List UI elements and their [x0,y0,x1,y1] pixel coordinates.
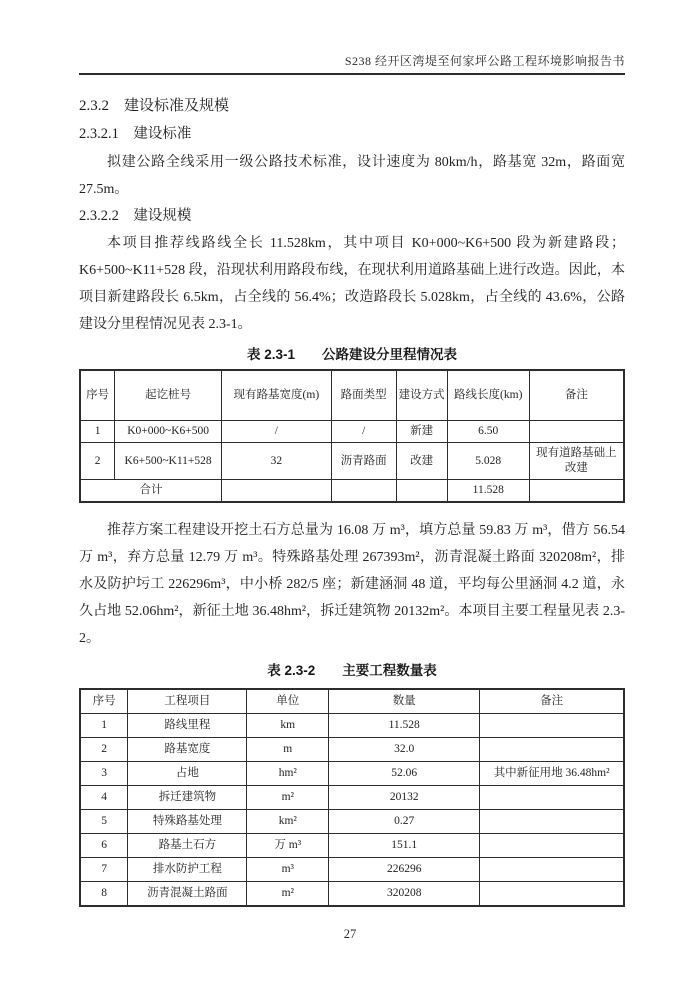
table-total-label: 合计 [80,480,221,503]
table-cell: 占地 [128,762,247,786]
table-cell: 320208 [329,882,480,907]
table-cell: 沥青路面 [331,443,396,480]
table-header-cell: 数量 [329,689,480,714]
table-cell: 特殊路基处理 [128,810,247,834]
table-cell: m² [247,786,329,810]
table-cell: 5 [80,810,128,834]
table-cell: 1 [80,714,128,738]
table-header-cell: 路线长度(km) [447,370,529,421]
table-cell: 2 [80,443,115,480]
table-cell [480,714,624,738]
table-row [80,714,624,738]
table2-caption: 表 2.3-2 主要工程数量表 [267,663,437,678]
table-total-value: 11.528 [447,480,529,503]
table-header-cell: 起讫桩号 [115,370,222,421]
table-header-cell: 备注 [480,689,624,714]
table-row [80,882,624,907]
heading-2-3-2: 2.3.2 建设标准及规模 [79,98,230,114]
table-cell: 6 [80,834,128,858]
table-total-row [80,480,624,503]
table-cell: m [247,738,329,762]
table-cell [480,858,624,882]
table-cell: 20132 [329,786,480,810]
table-cell: / [331,421,396,443]
quantities-table [79,688,625,907]
table-cell: 52.06 [329,762,480,786]
table-cell: km [247,714,329,738]
table-cell: 路线里程 [128,714,247,738]
paragraph-construction-scale: 本项目推荐线路线全长 11.528km，其中项目 K0+000~K6+500 段为新建路段；K6+500~K11+528 段，沿现状利用路段布线，在现状利用道路基础上进行改造。因此，本项目新建路段长 6.5km，占全线的 56.4%；改造路段长 5.028km，占全线的 43.6%，公路建设分里程情况见表 2.3-1。 [79,236,625,332]
mileage-table [79,369,625,503]
table-row [80,762,624,786]
table-cell: 新建 [396,421,447,443]
table-header-cell: 序号 [80,370,115,421]
table-cell [529,421,624,443]
table-cell: 路基土石方 [128,834,247,858]
table-header-cell: 路面类型 [331,370,396,421]
table-cell: 1 [80,421,115,443]
table-cell: 3 [80,762,128,786]
table-cell: 沥青混凝土路面 [128,882,247,907]
table-cell: 4 [80,786,128,810]
table-cell: hm² [247,762,329,786]
table-row [80,443,624,480]
table-header-cell: 备注 [529,370,624,421]
table-cell: 2 [80,738,128,762]
table-cell: 拆迁建筑物 [128,786,247,810]
table-header-cell: 建设方式 [396,370,447,421]
table-cell [480,810,624,834]
table-cell [396,480,447,503]
table-cell [529,480,624,503]
heading-2-3-2-1: 2.3.2.1 建设标准 [79,126,192,142]
table-cell [480,834,624,858]
table-cell: K0+000~K6+500 [115,421,222,443]
table-row [80,810,624,834]
table-cell [480,738,624,762]
table-row [80,738,624,762]
table-cell: 改建 [396,443,447,480]
paragraph-construction-standard: 拟建公路全线采用一级公路技术标准，设计速度为 80km/h，路基宽 32m，路面宽 27.5m。 [79,155,625,197]
heading-2-3-2-2: 2.3.2.2 建设规模 [79,208,192,224]
table-cell: 11.528 [329,714,480,738]
table-cell: m² [247,882,329,907]
table-row [80,421,624,443]
table-cell: 现有道路基础上改建 [529,443,624,480]
table-cell: / [221,421,331,443]
table-header-cell: 序号 [80,689,128,714]
table-cell: 排水防护工程 [128,858,247,882]
table-cell: K6+500~K11+528 [115,443,222,480]
table-cell [480,786,624,810]
table-row [80,786,624,810]
table-cell: 8 [80,882,128,907]
table-header-cell: 现有路基宽度(m) [221,370,331,421]
table-cell: 路基宽度 [128,738,247,762]
table-header-cell: 单位 [247,689,329,714]
table-row [80,858,624,882]
table-cell: km² [247,810,329,834]
paragraph-project-quantities: 推荐方案工程建设开挖土石方总量为 16.08 万 m³，填方总量 59.83 万 m³，借方 56.54 万 m³，弃方总量 12.79 万 m³。特殊路基处理 267393m²，沥青混凝土路面 320208m²，排水及防护圬工 226296m³，中小桥 282/5 座；新建涵洞 48 道，平均每公里涵洞 4.2 道，永久占地 52.06hm²，新征土地 36.48hm²，拆迁建筑物 20132m²。本项目主要工程量见表 2.3-2。 [79,523,625,646]
table-cell: 151.1 [329,834,480,858]
table-cell [221,480,331,503]
table1-caption: 表 2.3-1 公路建设分里程情况表 [246,347,458,362]
table-cell: 其中新征用地 36.48hm² [480,762,624,786]
table-cell: m³ [247,858,329,882]
table-cell [480,882,624,907]
page-number: 27 [343,927,357,941]
table-cell: 6.50 [447,421,529,443]
table-cell: 7 [80,858,128,882]
table-cell: 32 [221,443,331,480]
table-row [80,834,624,858]
table-cell [331,480,396,503]
running-header: S238 经开区湾堤至何家坪公路工程环境影响报告书 [79,0,625,75]
table-cell: 32.0 [329,738,480,762]
table-header-row [80,370,624,421]
table-cell: 0.27 [329,810,480,834]
table-header-row [80,689,624,714]
table-cell: 226296 [329,858,480,882]
table-header-cell: 工程项目 [128,689,247,714]
table-cell: 万 m³ [247,834,329,858]
table-cell: 5.028 [447,443,529,480]
